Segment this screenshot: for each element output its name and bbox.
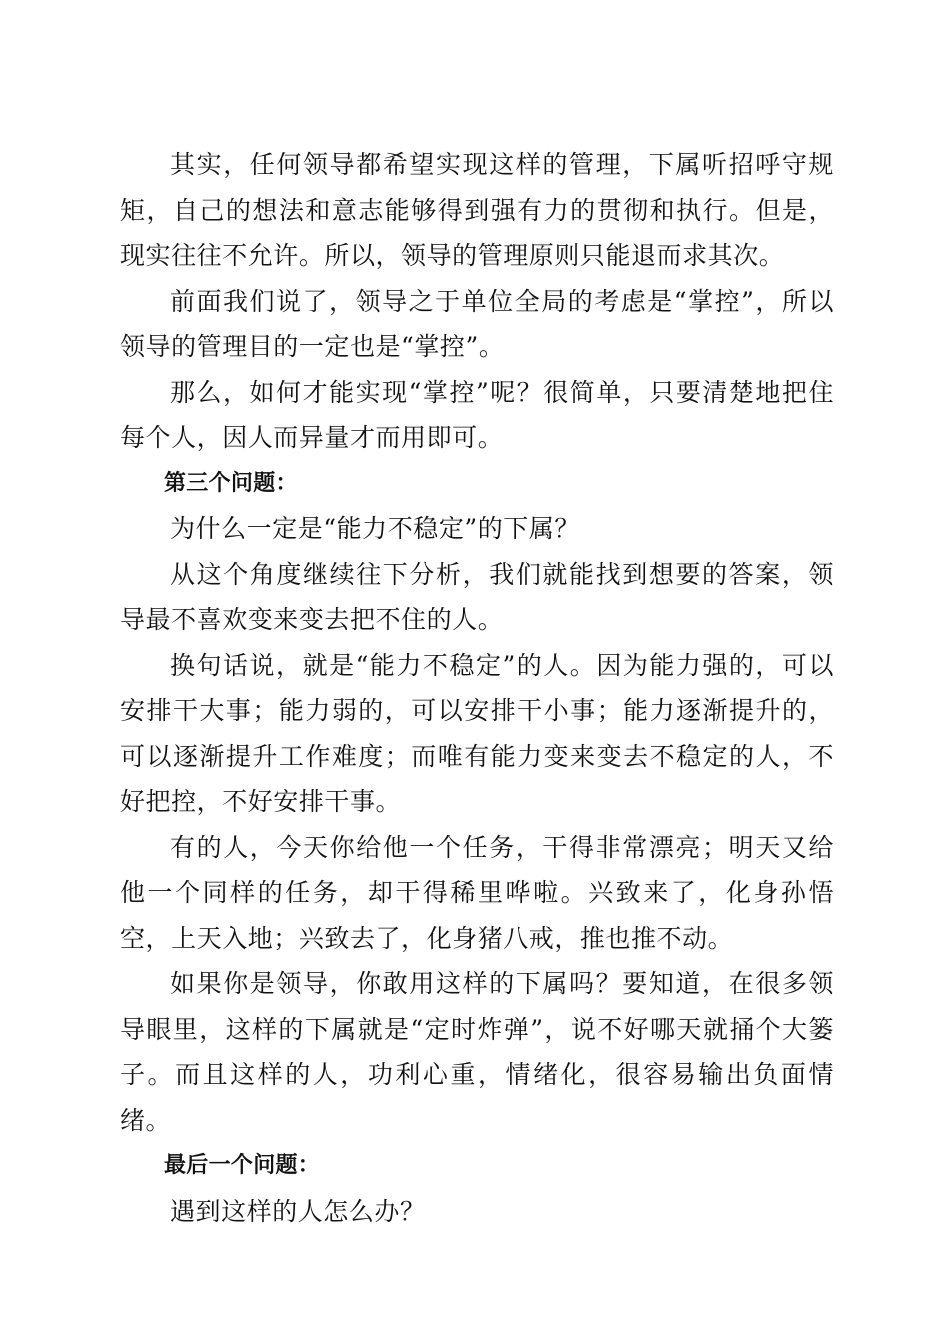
document-body xyxy=(120,142,834,1234)
paragraph: 从这个角度继续往下分析，我们就能找到想要的答案，领导最不喜欢变来变去把不住的人。 xyxy=(120,559,834,634)
paragraph: 遇到这样的人怎么办？ xyxy=(170,1196,426,1226)
section-heading: 第三个问题： xyxy=(164,469,298,496)
paragraph: 换句话说，就是“能力不稳定”的人。因为能力强的，可以安排干大事；能力弱的，可以安排干小事；能力逐渐提升的，可以逐渐提升工作难度；而唯有能力变来变去不稳定的人，不好把控，不好安排干事。 xyxy=(120,650,834,816)
paragraph: 那么，如何才能实现“掌控”呢？很简单，只要清楚地把住每个人，因人而异量才而用即可。 xyxy=(120,377,834,452)
paragraph: 为什么一定是“能力不稳定”的下属？ xyxy=(170,514,580,543)
paragraph: 有的人，今天你给他一个任务，干得非常漂亮；明天又给他一个同样的任务，却干得稀里哗啦。兴致来了，化身孙悟空，上天入地；兴致去了，化身猪八戒，推也推不动。 xyxy=(120,832,834,953)
paragraph: 前面我们说了，领导之于单位全局的考虑是“掌控”，所以领导的管理目的一定也是“掌控”。 xyxy=(120,286,834,361)
section-heading: 最后一个问题： xyxy=(164,1152,321,1178)
paragraph: 如果你是领导，你敢用这样的下属吗？要知道，在很多领导眼里，这样的下属就是“定时炸弹”，说不好哪天就捅个大篓子。而且这样的人，功利心重，情绪化，很容易输出负面情绪。 xyxy=(120,969,834,1135)
paragraph: 其实，任何领导都希望实现这样的管理，下属听招呼守规矩，自己的想法和意志能够得到强有力的贯彻和执行。但是，现实往往不允许。所以，领导的管理原则只能退而求其次。 xyxy=(120,150,834,270)
